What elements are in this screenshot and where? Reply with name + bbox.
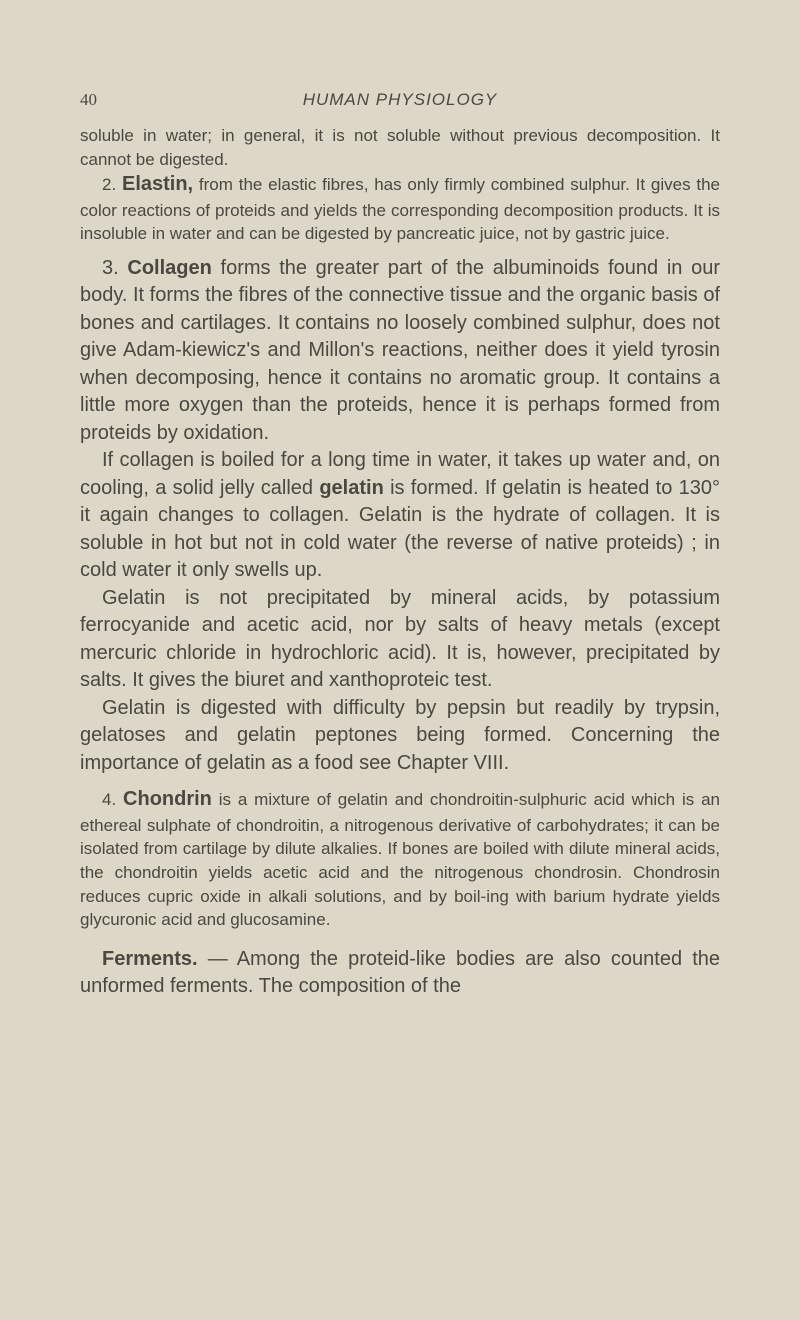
paragraph-continuation: soluble in water; in general, it is not soluble without previous decomposition. It cannot be digested. — [80, 126, 720, 169]
body-text — [80, 124, 720, 1001]
term-chondrin: Chondrin — [123, 788, 212, 811]
paragraph-gelatin-digestion: Gelatin is digested with difficulty by pepsin but readily by trypsin, gelatoses and gelatin peptones being formed. Concerning the importance of gelatin as a food see Chapter VIII. — [80, 696, 720, 774]
paragraph-text: If collagen is boiled for a long time in water, it takes up water and, on cooling, a solid jelly called — [80, 449, 720, 499]
term-gelatin: gelatin — [319, 476, 384, 499]
paragraph-elastin — [80, 171, 720, 246]
paragraph-text: — Among the proteid-like bodies are also counted the unformed ferments. The composition of the — [80, 947, 720, 998]
paragraph-gelatin-precipitation: Gelatin is not precipitated by mineral acids, by potassium ferrocyanide and acetic acid, nor by salts of heavy metals (except mercuric chloride in hydrochloric acid). It is, however, precipitated by salts. It gives the biuret and xanthoproteic test. — [80, 586, 720, 692]
term-elastin: Elastin, — [121, 173, 194, 196]
item-number: 2. — [102, 175, 122, 195]
section-heading-ferments: Ferments. — [102, 947, 198, 970]
item-number: 4. — [102, 790, 124, 810]
paragraph-text: from the elastic fibres, has only firmly combined sulphur. It gives the color reactions of proteids and yields the corresponding decomposition products. It is insoluble in water and can be digested by pancreatic juice, not by gastric juice. — [80, 175, 720, 244]
paragraph-collagen — [80, 255, 720, 448]
paragraph-text: is a mixture of gelatin and chondroitin-sulphuric acid which is an ethereal sulphate of chondroitin, a nitrogenous derivative of carbohydrates; it can be isolated from cartilage by dilute alkalies. If bones are boiled with dilute mineral acids, the chondroitin yields acetic acid and the nitrogenous chondrosin. Chondrosin reduces cupric oxide in alkali solutions, and by boil-ing with barium hydrate yields glycuronic acid and glucosamine. — [80, 790, 721, 930]
paragraph-text: is formed. If gelatin is heated to 130° it again changes to collagen. Gelatin is the hydrate of collagen. It is soluble in hot but not in cold water (the reverse of native proteids) ; in cold water it only swells up. — [80, 476, 720, 582]
term-collagen: Collagen — [127, 256, 212, 279]
paragraph-text: forms the greater part of the albuminoids found in our body. It forms the fibres of the connective tissue and the organic basis of bones and cartilages. It contains no loosely combined sulphur, does not give Adam-kiewicz's and Millon's reactions, neither does it yield tyrosin when decomposing, hence it contains no aromatic group. It contains a little more oxygen than the proteids, hence it is perhaps formed from proteids by oxidation. — [80, 256, 720, 444]
running-head: HUMAN PHYSIOLOGY — [302, 90, 498, 109]
page-number: 40 — [80, 90, 97, 109]
paragraph-chondrin — [80, 786, 720, 931]
paragraph-gelatin-formation — [80, 447, 720, 585]
item-number: 3. — [102, 256, 128, 279]
paragraph-ferments — [80, 946, 720, 1001]
page-header — [80, 90, 720, 114]
